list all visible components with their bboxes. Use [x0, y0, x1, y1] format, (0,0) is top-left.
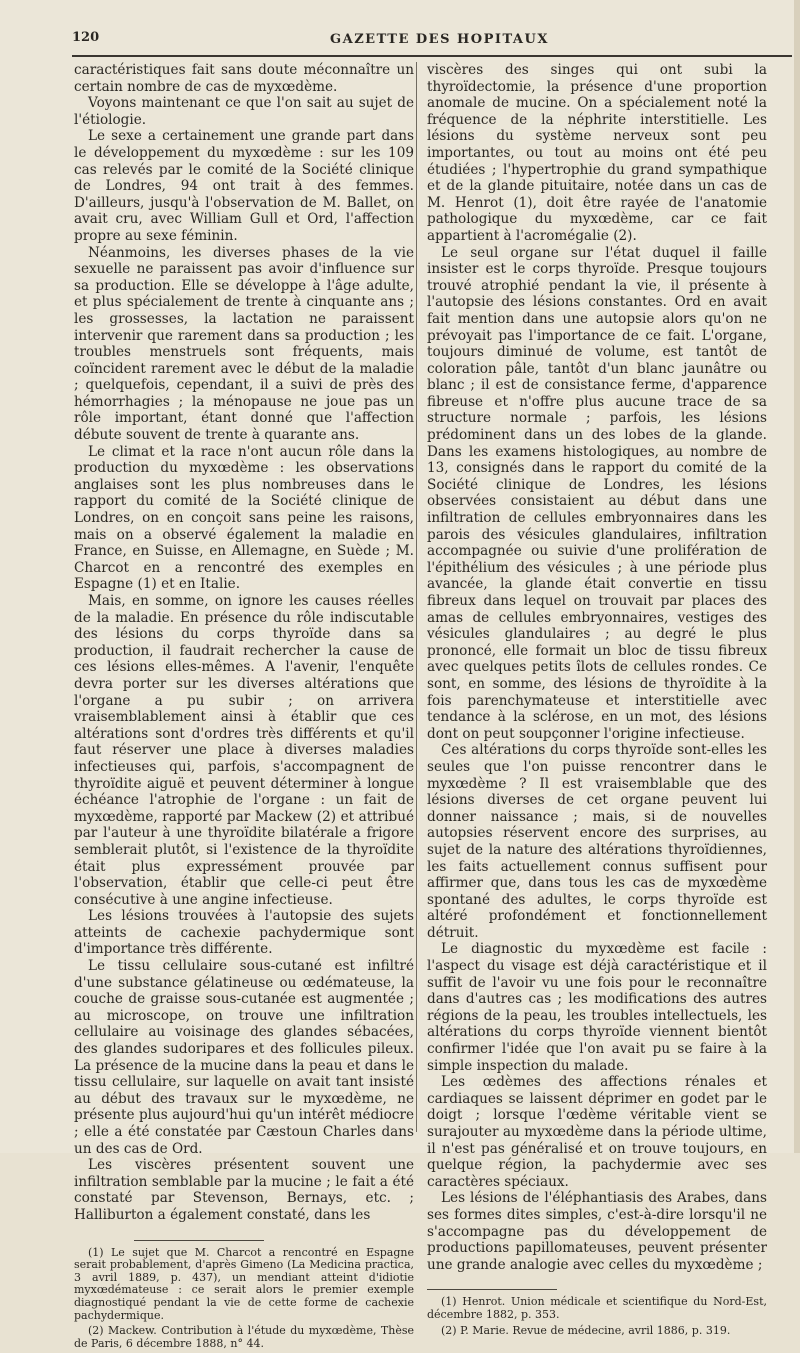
column-separator: [416, 62, 417, 1132]
footnote-rule: [134, 1240, 264, 1241]
paragraph: Voyons maintenant ce que l'on sait au sujet de l'étiologie.: [74, 95, 414, 128]
paragraph: viscères des singes qui ont subi la thyroïdectomie, la présence d'une proportion anomale de mucine. On a spécialement noté la fréquence de la néphrite interstitielle. Les lésions du système nerveux sont peu importantes, ou tout au moins ont été peu étudiées ; l'hypertrophie du grand sympathique et de la glande pituitaire, notée dans un cas de M. Henrot (1), doit être rayée de l'anatomie pathologique du myxœdème, car ce fait appartient à l'acromégalie (2).: [427, 62, 767, 244]
footnote: (2) P. Marie. Revue de médecine, avril 1886, p. 319.: [441, 1323, 731, 1337]
footnote: (1) Le sujet que M. Charcot a rencontré en Espagne serait probablement, d'après Gimeno (La Medicina practica, 3 avril 1889, p. 437), un mendiant atteint d'idiotie myxœdémateuse : ce serait alors le premier exemple diagnostiqué pendant la vie de cette forme de cachexie pachydermique.: [74, 1245, 414, 1322]
paragraph: Néanmoins, les diverses phases de la vie sexuelle ne paraissent pas avoir d'influence sur sa production. Elle se développe à l'âge adulte, et plus spécialement de trente à cinquante ans ; les grossesses, la lactation ne paraissent intervenir que rarement dans sa production ; les troubles menstruels sont fréquents, mais coïncident rarement avec le début de la maladie ; quelquefois, cependant, il a suivi de près des hémorrhagies ; la ménopause ne joue pas un rôle important, étant donné que l'affection débute souvent de trente à quarante ans.: [74, 244, 414, 444]
footnote-rule: [427, 1289, 557, 1290]
paragraph: Le tissu cellulaire sous-cutané est infiltré d'une substance gélatineuse ou œdémateuse, la couche de graisse sous-cutanée est augmentée ; au microscope, on trouve une infiltration cellulaire au voisinage des glandes sébacées, des glandes sudoripares et des follicules pileux. La présence de la mucine dans la peau et dans le tissu cellulaire, sur laquelle on avait tant insisté au début des travaux sur le myxœdème, ne présente plus aujourd'hui qu'un intérêt médiocre ; elle a été constatée par Cæstoun Charles dans un des cas de Ord.: [74, 958, 414, 1157]
paragraph: Mais, en somme, on ignore les causes réelles de la maladie. En présence du rôle indiscutable des lésions du corps thyroïde dans sa production, il faudrait rechercher la cause de ces lésions elles-mêmes. A l'avenir, l'enquête devra porter sur les diverses altérations que l'organe a pu subir ; on arrivera vraisemblablement ainsi à établir que ces altérations sont d'ordres très différents et qu'il faut réserver une place à diverses maladies infectieuses qui, parfois, s'accompagnent de thyroïdite aiguë et peuvent déterminer à longue échéance l'atrophie de l'organe : un fait de myxœdème, rapporté par Mackew (2) et attribué par l'auteur à une thyroïdite bilatérale a frigore semblerait plutôt, si l'existence de la thyroïdite était plus expressément prouvée par l'observation, établir que celle-ci peut être consécutive à une angine infectieuse.: [74, 593, 414, 908]
journal-title: GAZETTE DES HOPITAUX: [330, 32, 549, 47]
paragraph: Le seul organe sur l'état duquel il faille insister est le corps thyroïde. Presque toujours trouvé atrophié pendant la vie, il présente à l'autopsie des lésions constantes. Ord en avait fait mention dans une autopsie alors qu'on ne prévoyait pas l'importance de ce fait. L'organe, toujours diminué de volume, est tantôt de coloration pâle, tantôt d'un blanc jaunâtre ou blanc ; il est de consistance ferme, d'apparence fibreuse et n'offre plus aucune trace de sa structure normale ; parfois, les lésions prédominent dans un des lobes de la glande. Dans les examens histologiques, au nombre de 13, consignés dans le rapport du comité de la Société clinique de Londres, les lésions observées consistaient au début dans une infiltration de cellules embryonnaires dans les parois des vésicules glandulaires, infiltration accompagnée ou suivie d'une prolifération de l'épithélium des vésicules ; à une période plus avancée, la glande était convertie en tissu fibreux dans lequel on trouvait par places des amas de cellules embryonnaires, vestiges des vésicules glandulaires ; au degré le plus prononcé, elle formait un bloc de tissu fibreux avec quelques petits îlots de cellules rondes. Ce sont, en somme, des lésions de thyroïdite à la fois parenchymateuse et interstitielle avec tendance à la sclérose, en un mot, des lésions dont on peut soupçonner l'origine infectieuse.: [427, 244, 767, 742]
paragraph: Les lésions de l'éléphantiasis des Arabes, dans ses formes dites simples, c'est-à-dire lorsqu'il ne s'accompagne pas du développement de productions papillomateuses, peuvent présenter une grande analogie avec celles du myxœdème ;: [427, 1190, 767, 1273]
paragraph: caractéristiques fait sans doute méconnaître un certain nombre de cas de myxœdème.: [74, 62, 414, 95]
header-rule: [72, 55, 792, 57]
paragraph: Les œdèmes des affections rénales et cardiaques se laissent déprimer en godet par le doigt ; lorsque l'œdème véritable vient se surajouter au myxœdème dans la période ultime, il n'est pas généralisé et on trouve toujours, en quelque région, la pachydermie avec ses caractères spéciaux.: [427, 1074, 767, 1190]
footnote: (1) Henrot. Union médicale et scientifique du Nord-Est, décembre 1882, p. 353.: [427, 1295, 767, 1321]
right-column: [427, 62, 767, 1340]
page-edge: [794, 0, 800, 1153]
paragraph: Les lésions trouvées à l'autopsie des sujets atteints de cachexie pachydermique sont d'importance très différente.: [74, 908, 414, 958]
paragraph: Le diagnostic du myxœdème est facile : l'aspect du visage est déjà caractéristique et il suffit de l'avoir vu une fois pour le reconnaître dans d'autres cas ; les modifications des autres régions de la peau, les troubles intellectuels, les altérations du corps thyroïde viennent bientôt confirmer l'idée que l'on avait pu se faire à la simple inspection du malade.: [427, 941, 767, 1074]
paragraph: Le sexe a certainement une grande part dans le développement du myxœdème : sur les 109 cas relevés par le comité de la Société clinique de Londres, 94 ont trait à des femmes. D'ailleurs, jusqu'à l'observation de M. Ballet, on avait cru, avec William Gull et Ord, l'affection propre au sexe féminin.: [74, 128, 414, 244]
footnote: (2) Mackew. Contribution à l'étude du myxœdème, Thèse de Paris, 6 décembre 1888, n° 44.: [74, 1324, 414, 1350]
page-number: 120: [72, 30, 100, 45]
paragraph: Les viscères présentent souvent une infiltration semblable par la mucine ; le fait a été constaté par Stevenson, Bernays, etc. ; Halliburton a également constaté, dans les: [74, 1157, 414, 1223]
paragraph: Le climat et la race n'ont aucun rôle dans la production du myxœdème : les observations anglaises sont les plus nombreuses dans le rapport du comité de la Société clinique de Londres, on en conçoit sans peine les raisons, mais on a observé également la maladie en France, en Suisse, en Allemagne, en Suède ; M. Charcot en a rencontré des exemples en Espagne (1) et en Italie.: [74, 443, 414, 593]
left-column: [74, 62, 414, 1353]
paragraph: Ces altérations du corps thyroïde sont-elles les seules que l'on puisse rencontrer dans le myxœdème ? Il est vraisemblable que des lésions diverses de cet organe peuvent lui donner naissance ; mais, si de nouvelles autopsies réservent encore des surprises, au sujet de la nature des altérations thyroïdiennes, les faits actuellement connus suffisent pour affirmer que, dans tous les cas de myxœdème spontané des adultes, le corps thyroïde est altéré profondément et fonctionnellement détruit.: [427, 742, 767, 941]
